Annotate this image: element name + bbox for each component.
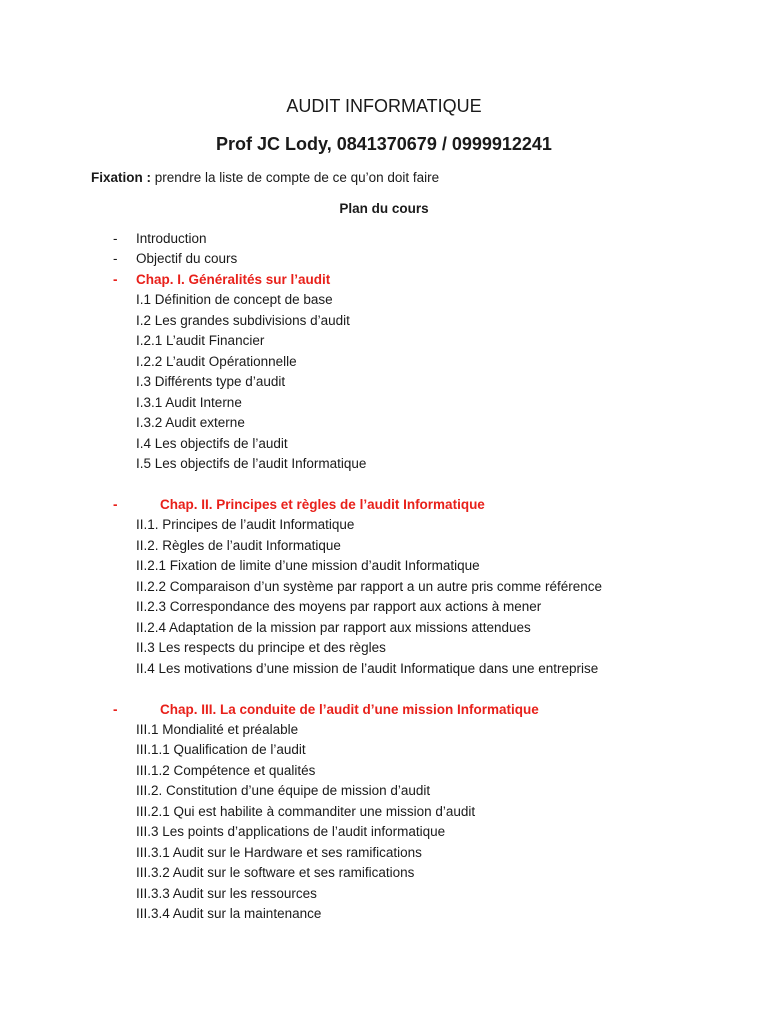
outline-item: II.2.2 Comparaison d’un système par rapport a un autre pris comme référence	[136, 579, 602, 594]
document-title: AUDIT INFORMATIQUE	[286, 96, 482, 116]
list-bullet: -	[113, 231, 118, 246]
outline-item: III.3 Les points d’applications de l’audit informatique	[136, 824, 446, 839]
outline-item: I.2.2 L’audit Opérationnelle	[136, 354, 297, 369]
document-subtitle: Prof JC Lody, 0841370679 / 0999912241	[216, 134, 552, 154]
outline-item: I.2 Les grandes subdivisions d’audit	[136, 313, 350, 328]
outline-item: II.2.1 Fixation de limite d’une mission d’audit Informatique	[136, 558, 480, 573]
outline-item: III.3.1 Audit sur le Hardware et ses ramifications	[136, 845, 422, 860]
outline-item: II.3 Les respects du principe et des règles	[136, 640, 386, 655]
outline-item: II.2.4 Adaptation de la mission par rapport aux missions attendues	[136, 620, 531, 635]
outline-item: I.3.1 Audit Interne	[136, 395, 242, 410]
outline-item: II.2. Règles de l’audit Informatique	[136, 538, 341, 553]
outline-item: III.1 Mondialité et préalable	[136, 722, 299, 737]
outline-item: III.2.1 Qui est habilite à commanditer une mission d’audit	[136, 804, 476, 819]
chapter-heading: Chap. III. La conduite de l’audit d’une mission Informatique	[160, 702, 539, 717]
intro-item: Introduction	[136, 231, 207, 246]
chapter-bullet: -	[113, 272, 118, 287]
outline-item: I.4 Les objectifs de l’audit	[136, 436, 288, 451]
outline-item: III.3.3 Audit sur les ressources	[136, 886, 317, 901]
outline-item: I.3.2 Audit externe	[136, 415, 245, 430]
outline-item: I.3 Différents type d’audit	[136, 374, 286, 389]
outline-item: II.2.3 Correspondance des moyens par rapport aux actions à mener	[136, 599, 542, 614]
outline-item: II.4 Les motivations d’une mission de l’audit Informatique dans une entreprise	[136, 661, 599, 676]
outline-item: III.2. Constitution d’une équipe de mission d’audit	[136, 783, 431, 798]
chapter-bullet: -	[113, 702, 118, 717]
outline-item: II.1. Principes de l’audit Informatique	[136, 517, 355, 532]
outline-item: III.3.2 Audit sur le software et ses ramifications	[136, 865, 415, 880]
outline-item: III.3.4 Audit sur la maintenance	[136, 906, 322, 921]
list-bullet: -	[113, 251, 118, 266]
chapter-heading: Chap. II. Principes et règles de l’audit Informatique	[160, 497, 485, 512]
outline-item: III.1.1 Qualification de l’audit	[136, 742, 306, 757]
chapter-bullet: -	[113, 497, 118, 512]
chapter-heading: Chap. I. Généralités sur l’audit	[136, 272, 331, 287]
fixation-line	[91, 169, 439, 187]
outline-item: I.2.1 L’audit Financier	[136, 333, 265, 348]
intro-item: Objectif du cours	[136, 251, 238, 266]
outline-item: I.1 Définition de concept de base	[136, 292, 333, 307]
outline-item: III.1.2 Compétence et qualités	[136, 763, 316, 778]
outline-item: I.5 Les objectifs de l’audit Informatique	[136, 456, 367, 471]
plan-title: Plan du cours	[339, 201, 429, 216]
fixation-text: prendre la liste de compte de ce qu’on doit faire	[151, 170, 440, 185]
fixation-label: Fixation :	[91, 170, 151, 185]
